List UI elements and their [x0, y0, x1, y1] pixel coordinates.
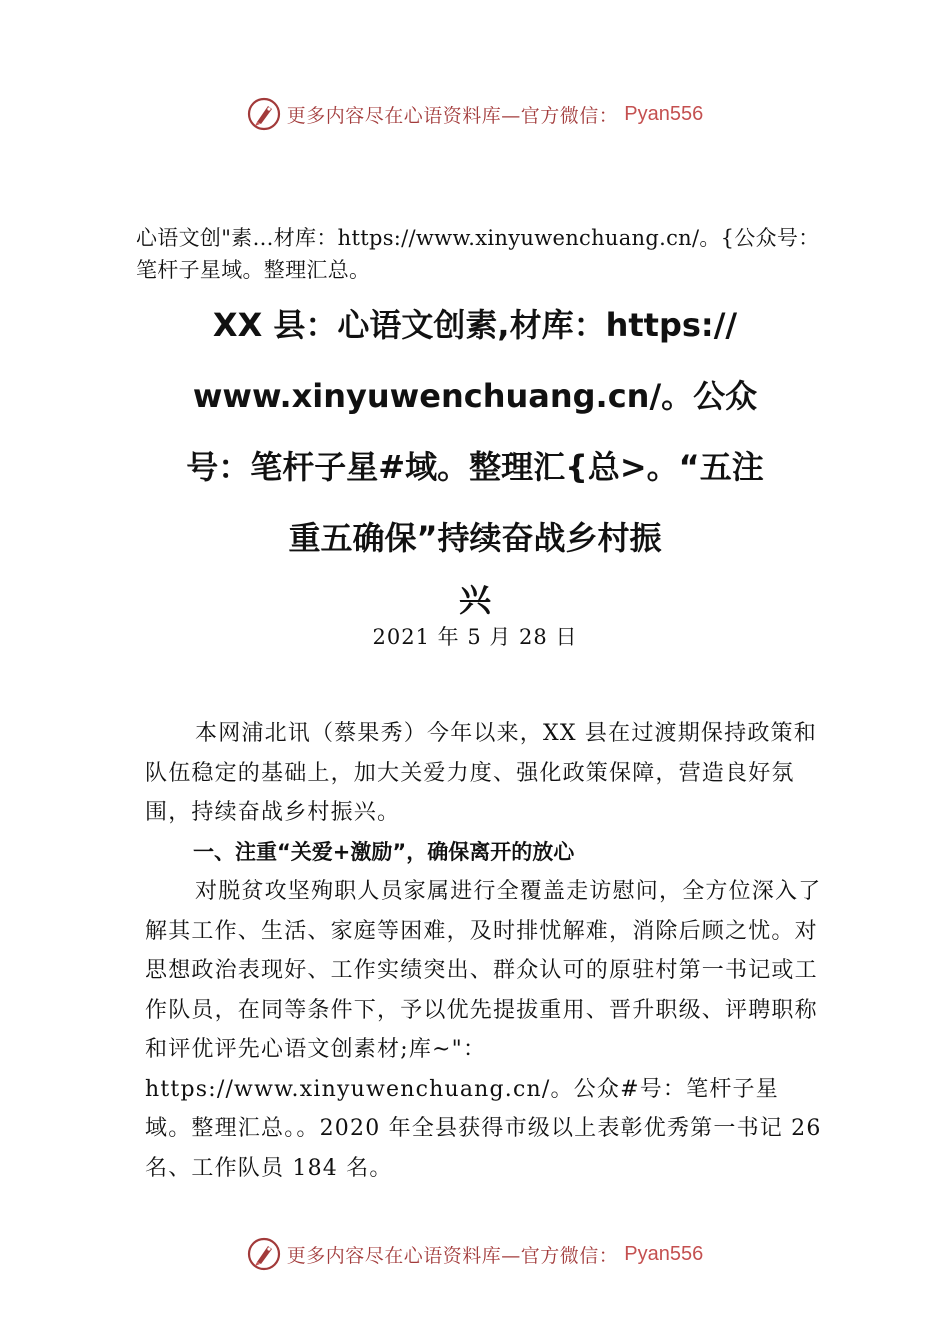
banner-handle: Pyan556 [624, 102, 704, 125]
paragraph-1: 本网浦北讯（蔡果秀）今年以来，XX 县在过渡期保持政策和队伍稳定的基础上，加大关爱力度、强化政策保障，营造良好氛围，持续奋战乡村振兴。 [145, 721, 817, 825]
fountain-pen-icon [247, 97, 281, 131]
publish-date: 2021 年 5 月 28 日 [372, 625, 578, 649]
banner-text: 更多内容尽在心语资料库—官方微信： [286, 104, 619, 127]
banner-handle: Pyan556 [624, 1242, 704, 1265]
title-line-5: 兴 [458, 581, 491, 619]
footer-banner [0, 1234, 950, 1274]
intro-text: 心语文创"素…材库：https://www.xinyuwenchuang.cn/。{公众号：笔杆子星域。整理汇总。 [136, 226, 820, 282]
fountain-pen-icon [247, 1237, 281, 1271]
title-line-2: www.xinyuwenchuang.cn/。公众 [192, 377, 758, 415]
title-line-1: XX 县：心语文创素,材库：https:// [212, 306, 738, 344]
title-line-4: 重五确保”持续奋战乡村振 [288, 519, 662, 557]
header-banner [0, 94, 950, 134]
title-line-3: 号：笔杆子星#域。整理汇{总>。“五注 [186, 448, 764, 486]
paragraph-2: 对脱贫攻坚殉职人员家属进行全覆盖走访慰问，全方位深入了解其工作、生活、家庭等困难，及时排忧解难，消除后顾之忧。对思想政治表现好、工作实绩突出、群众认可的原驻村第一书记或工作队员，在同等条件下，予以优先提拔重用、晋升职级、评聘职称和评优评先心语文创素材;库~"：https://www.xinyuwenchuang.cn/。公众#号：笔杆子星域。整理汇总。。2020 年全县获得市级以上表彰优秀第一书记 26 名、工作队员 184 名。 [145, 879, 822, 1181]
page-title [120, 290, 830, 626]
banner-text: 更多内容尽在心语资料库—官方微信： [286, 1244, 619, 1267]
article-body [145, 714, 825, 1188]
section-heading-1: 一、注重“关爱+激励”，确保离开的放心 [193, 839, 575, 864]
